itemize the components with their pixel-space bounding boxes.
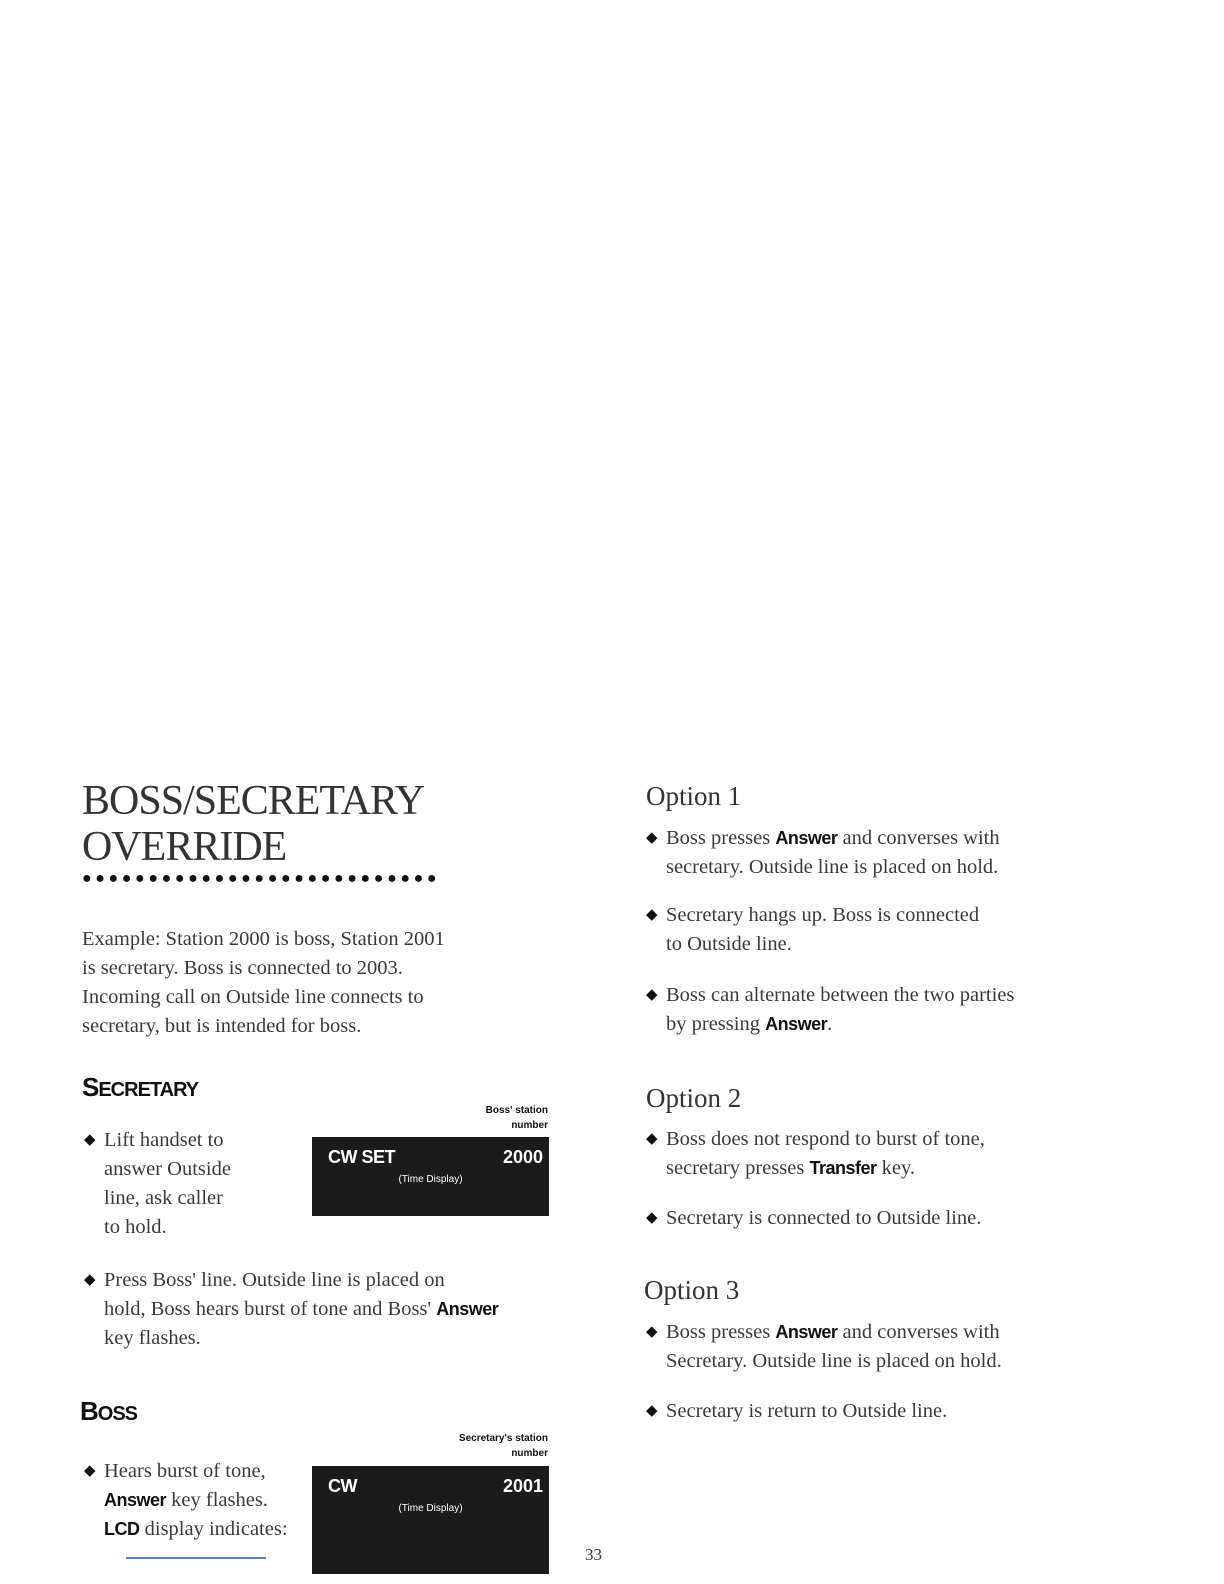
step-text: to hold.: [104, 1216, 167, 1238]
example-line: Incoming call on Outside line connects to: [82, 986, 424, 1008]
step-text: Secretary is connected to Outside line.: [666, 1207, 982, 1229]
bullet-diamond-icon: ◆: [646, 1210, 658, 1226]
step-text: line, ask caller: [104, 1187, 223, 1209]
bullet-diamond-icon: ◆: [646, 1324, 658, 1340]
bullet-diamond-icon: ◆: [646, 1403, 658, 1419]
step-text: answer Outside: [104, 1158, 231, 1180]
answer-key-label: Answer: [104, 1490, 167, 1510]
bullet-diamond-icon: ◆: [646, 987, 658, 1003]
step-text: by pressing: [666, 1013, 760, 1035]
option-1-step-1: [646, 824, 1116, 882]
secretary-heading-rest: ECRETARY: [98, 1079, 199, 1101]
answer-key-label: Answer: [765, 1014, 828, 1034]
bullet-diamond-icon: ◆: [646, 907, 658, 923]
secretary-step-2: [84, 1266, 564, 1353]
example-line: secretary, but is intended for boss.: [82, 1015, 362, 1037]
title-line-1: BOSS/SECRETARY: [82, 778, 425, 824]
answer-key-label: Answer: [775, 1322, 838, 1342]
step-text: secretary. Outside line is placed on hold.: [666, 856, 999, 878]
answer-key-label: Answer: [436, 1299, 499, 1319]
option-1-step-3: [646, 981, 1116, 1039]
bullet-diamond-icon: ◆: [84, 1132, 96, 1148]
secretary-heading-initial: S: [82, 1072, 99, 1102]
transfer-key-label: Transfer: [809, 1158, 877, 1178]
example-line: Example: Station 2000 is boss, Station 2001: [82, 928, 445, 950]
dotted-divider: ●●●●●●●●●●●●●●●●●●●●●●●●●●●: [82, 870, 441, 887]
secretary-step-1: [84, 1126, 294, 1242]
lcd-key-label: LCD: [104, 1519, 140, 1539]
option-2-step-1: [646, 1125, 1116, 1183]
secretary-heading: [82, 1072, 198, 1103]
step-text: Boss can alternate between the two parties: [666, 984, 1015, 1006]
bullet-diamond-icon: ◆: [84, 1272, 96, 1288]
option-3-step-2: [646, 1397, 1116, 1426]
lcd-left-text: CW SET: [328, 1147, 395, 1167]
step-text: display indicates:: [144, 1518, 288, 1540]
title-line-2: OVERRIDE: [82, 824, 287, 870]
option-3-step-1: [646, 1318, 1116, 1376]
bullet-diamond-icon: ◆: [84, 1463, 96, 1479]
page-title: [82, 778, 424, 870]
page-number: 33: [585, 1545, 602, 1564]
boss-heading-rest: OSS: [97, 1403, 138, 1425]
lcd-display: [312, 1466, 549, 1574]
option-1-step-2: [646, 901, 1116, 959]
step-text: and converses with: [842, 827, 1000, 849]
lcd-caption: [430, 1103, 548, 1133]
lcd-station-number: 2001: [502, 1476, 543, 1496]
footer-underline: [126, 1557, 266, 1559]
lcd-time-display: (Time Display): [398, 1174, 463, 1185]
caption-text: Secretary's station: [458, 1433, 548, 1444]
example-paragraph: [82, 925, 542, 1041]
lcd-time-display: (Time Display): [398, 1503, 463, 1514]
step-text: key.: [881, 1157, 916, 1179]
step-text: Hears burst of tone,: [104, 1460, 266, 1482]
caption-text: number: [511, 1448, 548, 1459]
step-text: and converses with: [842, 1321, 1000, 1343]
lcd-display: [312, 1137, 549, 1216]
boss-heading-initial: B: [80, 1396, 98, 1426]
step-text: secretary presses: [666, 1157, 805, 1179]
step-text: key flashes.: [104, 1327, 201, 1349]
step-text: .: [827, 1013, 833, 1035]
bullet-diamond-icon: ◆: [646, 1131, 658, 1147]
step-text: Secretary. Outside line is placed on hold.: [666, 1350, 1002, 1372]
step-text: Press Boss' line. Outside line is placed on: [104, 1269, 445, 1291]
option-1-heading: Option 1: [646, 781, 742, 811]
lcd-station-number: 2000: [502, 1147, 543, 1167]
step-text: Boss presses: [666, 827, 771, 849]
answer-key-label: Answer: [775, 828, 838, 848]
option-3-heading: Option 3: [644, 1275, 740, 1305]
lcd-caption: [400, 1431, 548, 1461]
step-text: Secretary hangs up. Boss is connected: [666, 904, 980, 926]
bullet-diamond-icon: ◆: [646, 830, 658, 846]
step-text: Boss presses: [666, 1321, 771, 1343]
option-2-heading: Option 2: [646, 1083, 742, 1113]
option-2-step-2: [646, 1204, 1116, 1233]
lcd-left-text: CW: [328, 1476, 357, 1496]
caption-text: number: [511, 1120, 548, 1131]
boss-heading: [80, 1396, 137, 1427]
step-text: Lift handset to: [104, 1129, 224, 1151]
boss-step-1: [84, 1457, 314, 1544]
step-text: Secretary is return to Outside line.: [666, 1400, 948, 1422]
caption-text: Boss' station: [485, 1105, 548, 1116]
step-text: hold, Boss hears burst of tone and Boss': [104, 1298, 432, 1320]
step-text: to Outside line.: [666, 933, 792, 955]
example-line: is secretary. Boss is connected to 2003.: [82, 957, 403, 979]
step-text: Boss does not respond to burst of tone,: [666, 1128, 985, 1150]
step-text: key flashes.: [171, 1489, 268, 1511]
